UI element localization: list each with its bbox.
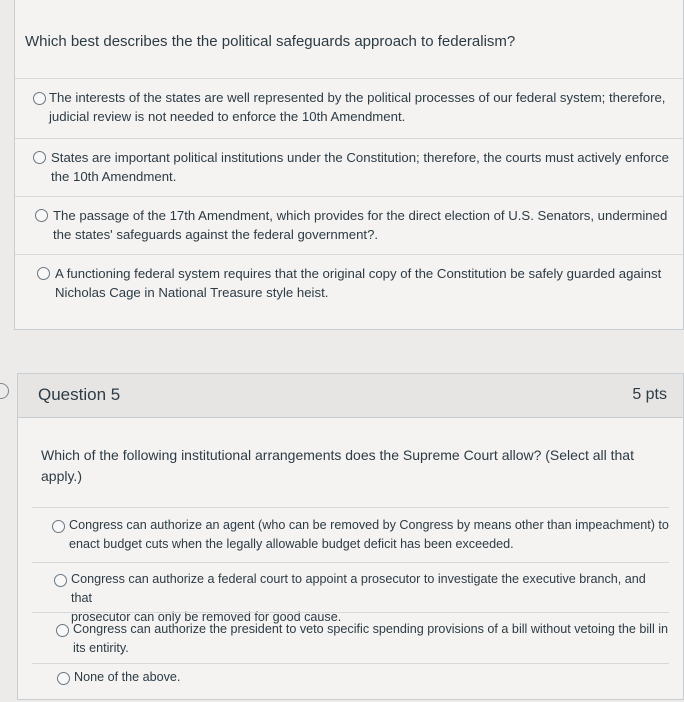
radio-button[interactable] — [35, 209, 48, 222]
checkbox-option[interactable] — [52, 520, 65, 533]
question-points: 5 pts — [632, 386, 667, 403]
question-4-text: Which best describes the the political safeguards approach to federalism? — [25, 33, 516, 50]
answer-option[interactable] — [32, 663, 669, 702]
answer-option[interactable] — [32, 507, 669, 559]
answer-option[interactable] — [15, 254, 683, 331]
answer-option[interactable] — [15, 138, 683, 197]
checkbox-option[interactable] — [56, 624, 69, 637]
answer-option[interactable] — [32, 562, 669, 624]
question-header — [18, 374, 683, 418]
answer-option[interactable] — [15, 78, 683, 139]
radio-button[interactable] — [33, 92, 46, 105]
answer-text-line: prosecutor can only be removed for good cause. — [71, 610, 342, 624]
answer-option[interactable] — [32, 612, 669, 664]
answer-text-line: A functioning federal system requires that the original copy of the Constitution be safely guarded against — [55, 266, 662, 281]
collapse-arrow-icon[interactable] — [0, 383, 9, 399]
radio-button[interactable] — [37, 267, 50, 280]
answer-text-line: judicial review is not needed to enforce the 10th Amendment. — [49, 109, 406, 124]
answer-text-line: None of the above. — [74, 670, 181, 684]
question-5-text: Which of the following institutional arrangements does the Supreme Court allow? (Select all that apply.) — [41, 447, 634, 484]
answer-text-line: Congress can authorize a federal court to appoint a prosecutor to investigate the executive branch, and that — [71, 572, 646, 605]
answer-text-line: The passage of the 17th Amendment, which provides for the direct election of U.S. Senators, undermined — [53, 208, 668, 223]
answer-text-line: the states' safeguards against the federal government?. — [53, 227, 379, 242]
answer-text-line: States are important political institutions under the Constitution; therefore, the courts must actively enforce — [51, 150, 669, 165]
checkbox-option[interactable] — [54, 574, 67, 587]
radio-button[interactable] — [33, 151, 46, 164]
answer-text-line: Congress can authorize the president to veto specific spending provisions of a bill without vetoing the bill in — [73, 622, 669, 636]
question-title: Question 5 — [38, 385, 121, 404]
question-5-card — [17, 373, 684, 700]
answer-text-line: Nicholas Cage in National Treasure style heist. — [55, 285, 329, 300]
answer-text-line: The interests of the states are well represented by the political processes of our federal system; therefore, — [49, 90, 666, 105]
answer-text-line: Congress can authorize an agent (who can be removed by Congress by means other than impeachment) to — [69, 518, 669, 532]
answer-text-line: the 10th Amendment. — [51, 169, 177, 184]
answer-text-line: its entirity. — [73, 641, 129, 655]
question-4-card — [14, 0, 684, 330]
answer-option[interactable] — [15, 196, 683, 255]
checkbox-option[interactable] — [57, 672, 70, 685]
answer-text-line: enact budget cuts when the legally allowable budget deficit has been exceeded. — [69, 537, 514, 551]
